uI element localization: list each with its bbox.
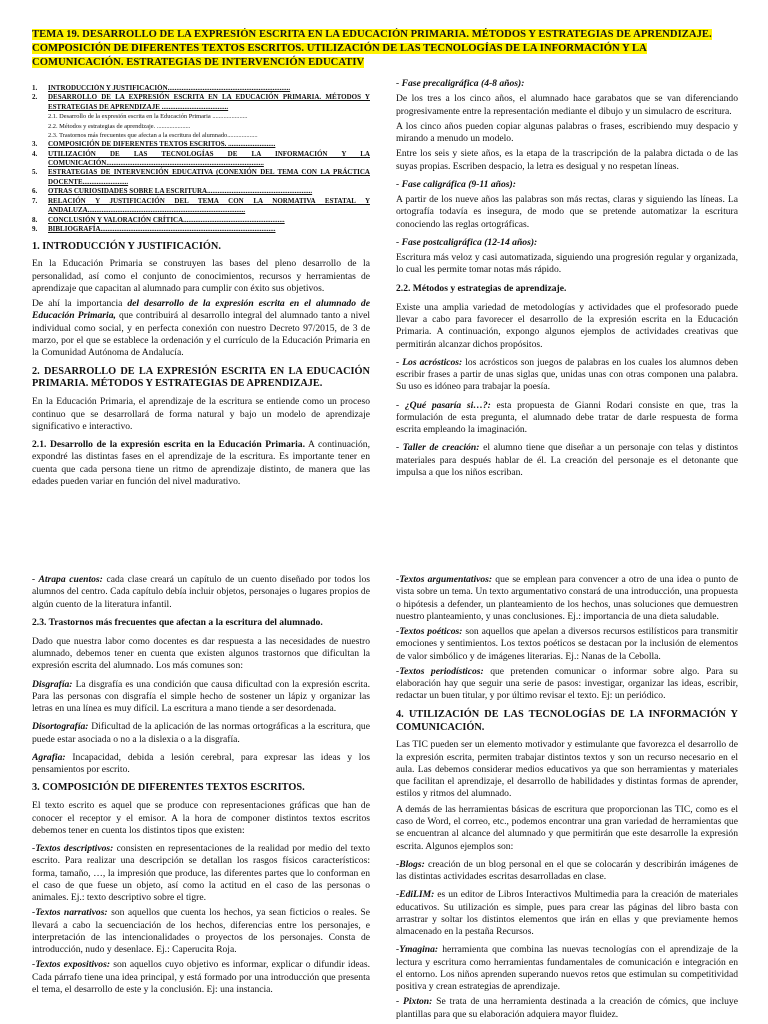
paragraph: 2.1. Desarrollo de la expresión escrita en la Educación Primaria. A continuación, expondré las distintas fases en el aprendizaje de la escritura. Es importante tener en cuenta que cada persona tiene un ritmo de aprendizaje distinto, de manera que las edades pueden variar en función del nivel madurativo.	[32, 439, 370, 487]
tool-item: -Blogs: creación de un blog personal en el que se colocarán y describirán imágenes de las distintas actividades escritas desarrolladas en clase.	[396, 858, 738, 883]
activity-item: - Atrapa cuentos: cada clase creará un capítulo de un cuento diseñado por todos los alumnos del centro. Cada capítulo debía incluir objetos, personajes o lugares propios de algún cuento de la literatura infantil.	[32, 574, 370, 610]
tool-item: -Ymagina: herramienta que combina las nuevas tecnologías con el aprendizaje de la lectura y escritura como herramientas fundamentales de comunicación e integración en el entorno. Los niños aprenden superando nuevos retos que estimulan su competitividad positiva y crean estrategias de aprendizaje.	[396, 944, 738, 993]
toc-item[interactable]: 7. RELACIÓN Y JUSTIFICACIÓN DEL TEMA CON LA NORMATIVA ESTATAL Y ANDALUZA..........................................................................................	[32, 196, 370, 215]
toc-item[interactable]: 6. OTRAS CURIOSIDADES SOBRE LA ESCRITURA............................................................	[32, 187, 313, 196]
column-bottom-right	[396, 574, 738, 1024]
phase-heading: - Fase caligráfica (9-11 años):	[396, 178, 516, 190]
text-type-item: -Textos poéticos: son aquellos que apelan a diversos recursos estilísticos para transmitir emociones y sentimientos. Los textos poéticos se destacan por la inclusión de elementos de valor simbólico y de imágenes literarias. Ej.: Nanas de la Cebolla.	[396, 626, 738, 662]
paragraph: Entre los seis y siete años, es la etapa de la trascripción de la palabra dictada o de las suyas propias. Escriben despacio, la letra es desigual y no respetan líneas.	[396, 148, 738, 172]
toc-item[interactable]: 1. INTRODUCCIÓN Y JUSTIFICACIÓN......................................................................	[32, 84, 291, 92]
paragraph: Dado que nuestra labor como docentes es dar respuesta a las necesidades de nuestro alumnado, debemos tener en cuenta que existen algunos trastornos que dificultan la expresión escrita del alumnado. Los más comunes son:	[32, 635, 370, 672]
column-bottom-left	[32, 574, 370, 1024]
paragraph: En la Educación Primaria, el aprendizaje de la escritura se entiende como un proceso continuo que se desarrollará de forma natural y bajo un modelo de aprendizaje significativo e interactivo.	[32, 396, 370, 432]
tool-item: -EdiLIM: es un editor de Libros Interactivos Multimedia para la creación de materiales educativos. Su utilización es simple, pues para crear las páginas del libro basta con arrastrar y soltar los distintos elementos que irán en ellas y que previamente hemos almacenado en la pestaña Recursos.	[396, 889, 738, 938]
activity-item: - ¿Qué pasaría si…?: esta propuesta de Gianni Rodari consiste en que, tras la formulación de esta pregunta, el alumnado debe tratar de darle respuesta de forma escrita empleando la imaginación.	[396, 399, 738, 436]
tool-item: - Pixton: Se trata de una herramienta destinada a la creación de cómics, que incluye plantillas para que su elaboración adquiera mayor fluidez.	[396, 996, 738, 1020]
paragraph: De los tres a los cinco años, el alumnado hace garabatos que se van diferenciando progresivamente entre la representación mediante el dibujo y un simulacro de escritura.	[396, 93, 738, 117]
table-of-contents	[32, 84, 370, 235]
paragraph: Existe una amplia variedad de metodologías y actividades que el profesorado puede llevar a cabo para favorecer el desarrollo de la expresión escrita en la Educación Primaria. A continuación, expongo algunos ejemplos de actividades creativas que permitirán alcanzar dichos propósitos.	[396, 301, 738, 350]
section-heading-3: 3. COMPOSICIÓN DE DIFERENTES TEXTOS ESCRITOS.	[32, 782, 305, 794]
paragraph: En la Educación Primaria se construyen las bases del pleno desarrollo de la personalidad, así como el conjunto de conocimientos, recursos y herramientas de aprendizaje que capacitan al alumnado para cumplir con éxito sus objetivos.	[32, 258, 370, 294]
toc-item[interactable]: 8. CONCLUSIÓN Y VALORACIÓN CRÍTICA..........................................................	[32, 215, 285, 224]
text-type-item: -Textos expositivos: son aquellos cuyo objetivo es informar, explicar o difundir ideas. Cada párrafo tiene una idea principal, y está formado por una introducción que presenta el tema, el desarrollo de este y la conclusión. Ej: una instancia.	[32, 959, 370, 996]
paragraph: Las TIC pueden ser un elemento motivador y estimulante que favorezca el desarrollo de la expresión escrita, permiten trabajar distintos textos y son un recurso necesario en el aula. Las debemos considerar medios educativos ya que son herramientas y materiales que facilitan el aprendizaje, el desarrollo de habilidades y distintas formas de aprender, estilos y ritmos del alumnado.	[396, 739, 738, 800]
section-heading-1: 1. INTRODUCCIÓN Y JUSTIFICACIÓN.	[32, 240, 221, 252]
toc-item[interactable]: 3. COMPOSICIÓN DE DIFERENTES TEXTOS ESCRITOS. ...........................	[32, 140, 276, 149]
document-title	[32, 28, 738, 69]
title-highlight: TEMA 19. DESARROLLO DE LA EXPRESIÓN ESCRITA EN LA EDUCACIÓN PRIMARIA. MÉTODOS Y ESTRATEGIAS DE APRENDIZAJE. COMPOSICIÓN DE DIFERENTES TEXTOS ESCRITOS. UTILIZACIÓN DE LAS TECNOLOGÍAS DE LA INFORMACIÓN Y LA COMUNICACIÓN. ESTRATEGIAS DE INTERVENCIÓN EDUCATIV	[32, 29, 712, 68]
toc-item[interactable]: 9. BIBLIOGRAFÍA....................................................................................................	[32, 225, 276, 234]
paragraph: El texto escrito es aquel que se produce con representaciones gráficas que han de conocer el receptor y el emisor. A la hora de componer distintos textos escritos debemos tener en cuenta los distintos tipos que existen:	[32, 800, 370, 836]
toc-item[interactable]: 5. ESTRATEGIAS DE INTERVENCIÓN EDUCATIVA (CONEXIÓN DEL TEMA CON LA PRÁCTICA DOCENTE..........................	[32, 168, 370, 186]
disorder-item: Agrafia: Incapacidad, debida a lesión cerebral, para expresar las ideas y los pensamientos por escrito.	[32, 751, 370, 776]
paragraph: Escritura más veloz y casi automatizada, siguiendo una progresión regular y organizada, lo cual les permite tomar notas más rápido.	[396, 252, 738, 276]
toc-item[interactable]: 4. UTILIZACIÓN DE LAS TECNOLOGÍAS DE LA INFORMACIÓN Y LA COMUNICACIÓN..........................................................................................	[32, 149, 370, 168]
disorder-item: Disortografía: Dificultad de la aplicación de las normas ortográficas a la escritura, que puede estar asociada o no a la dislexia o a la disgrafía.	[32, 721, 370, 745]
section-heading-4: 4. UTILIZACIÓN DE LAS TECNOLOGÍAS DE LA INFORMACIÓN Y COMUNICACIÓN.	[396, 708, 738, 733]
toc-subitem[interactable]: 2.2. Métodos y estrategias de aprendizaje. .....................	[48, 122, 191, 130]
text-type-item: -Textos narrativos: son aquellos que cuenta los hechos, ya sean ficticios o reales. Se llevará a cabo la secuenciación de los hechos, diferencias entre los personajes, e interpretación de las intencionalidades o proyectos de los personajes. Consta de introducción, nudo y desenlace. Ej.: Caperucita Roja.	[32, 907, 370, 956]
disorder-item: Disgrafía: La disgrafía es una condición que causa dificultad con la expresión escrita. Para las personas con disgrafía el simple hecho de sostener un lápiz y organizar las letras en una línea es muy difícil. La escritura a mano tiende a ser desordenada.	[32, 678, 370, 715]
text-type-item: -Textos descriptivos: consisten en representaciones de la realidad por medio del texto escrito. Para realizar una descripción se detallan los rasgos físicos característicos: forma, tamaño, …, la impresión que produce, las diferentes partes que lo conforman en el caso de que fuese un objeto, así como la actitud en el caso de las personas o animales. Ej.: texto descriptivo sobre el tigre.	[32, 843, 370, 904]
paragraph: De ahí la importancia del desarrollo de la expresión escrita en el alumnado de Educación Primaria, que contribuirá al desarrollo integral del alumnado tanto a nivel individual como social, y en perfecta conexión con nuestro Decreto 97/2015, de 3 de marzo, por el que se establece la ordenación y el currículo de la Educación Primaria en la Comunidad Autónoma de Andalucía.	[32, 298, 370, 359]
column-top-left	[32, 84, 370, 520]
toc-subitem[interactable]: 2.3. Trastornos más frecuentes que afectan a la escritura del alumnado...................	[48, 131, 258, 139]
paragraph: A demás de las herramientas básicas de escritura que proporcionan las TIC, como es el caso de Word, el correo, etc., podemos encontrar una gran variedad de herramientas que se encuentran al alcance del alumnado y que permitirán que este desarrolle la expresión escrita. Algunos ejemplos son:	[396, 803, 738, 852]
subsection-heading: 2.2. Métodos y estrategias de aprendizaje.	[396, 282, 567, 294]
column-top-right	[396, 78, 738, 518]
phase-heading: - Fase postcaligráfica (12-14 años):	[396, 236, 538, 248]
activity-item: - Taller de creación: el alumno tiene que diseñar a un personaje con telas y distintos materiales para después hablar de él. La creación del personaje es el detonante que impulsa a que los niños escriban.	[396, 442, 738, 478]
text-type-item: -Textos argumentativos: que se emplean para convencer a otro de una idea o punto de vista sobre un tema. Un texto argumentativo constará de una introducción, una propuesta o hipótesis a defender, un planteamiento de los hechos, unas soluciones que demuestren nuestro planteamiento, y unas conclusiones. Ej.: importancia de una dieta saludable.	[396, 574, 738, 622]
paragraph: A los cinco años pueden copiar algunas palabras o frases, escribiendo muy despacio y mirando a menudo un modelo.	[396, 120, 738, 145]
phase-heading: - Fase precaligráfica (4-8 años):	[396, 78, 525, 89]
text-type-item: -Textos periodísticos: que pretenden comunicar o informar sobre algo. Para su elaboración hay que seguir una serie de pasos: investigar, organizar las ideas, escribir, redactar un buen titular, y por último revisar el texto. Ej: un periódico.	[396, 665, 738, 702]
toc-item[interactable]: 2. DESARROLLO DE LA EXPRESIÓN ESCRITA EN LA EDUCACIÓN PRIMARIA. MÉTODOS Y ESTRATEGIAS DE APRENDIZAJE ......................................	[32, 93, 370, 111]
section-heading-2: 2. DESARROLLO DE LA EXPRESIÓN ESCRITA EN LA EDUCACIÓN PRIMARIA. MÉTODOS Y ESTRATEGIAS DE APRENDIZAJE.	[32, 365, 370, 390]
activity-item: - Los acrósticos: los acrósticos son juegos de palabras en los cuales los alumnos deben escribir frases a partir de unas siglas que, unidas unas con otras componen una palabra. Su uso es idóneo para trabajar la poesía.	[396, 356, 738, 393]
toc-subitem[interactable]: 2.1. Desarrollo de la expresión escrita en la Educación Primaria ......................	[48, 113, 248, 121]
subsection-heading: 2.3. Trastornos más frecuentes que afectan a la escritura del alumnado.	[32, 616, 323, 628]
paragraph: A partir de los nueve años las palabras son más rectas, claras y siguiendo las líneas. La ortografía todavía es insegura, de modo que se pretende automatizar la escritura conociendo las reglas ortográficas.	[396, 194, 738, 230]
